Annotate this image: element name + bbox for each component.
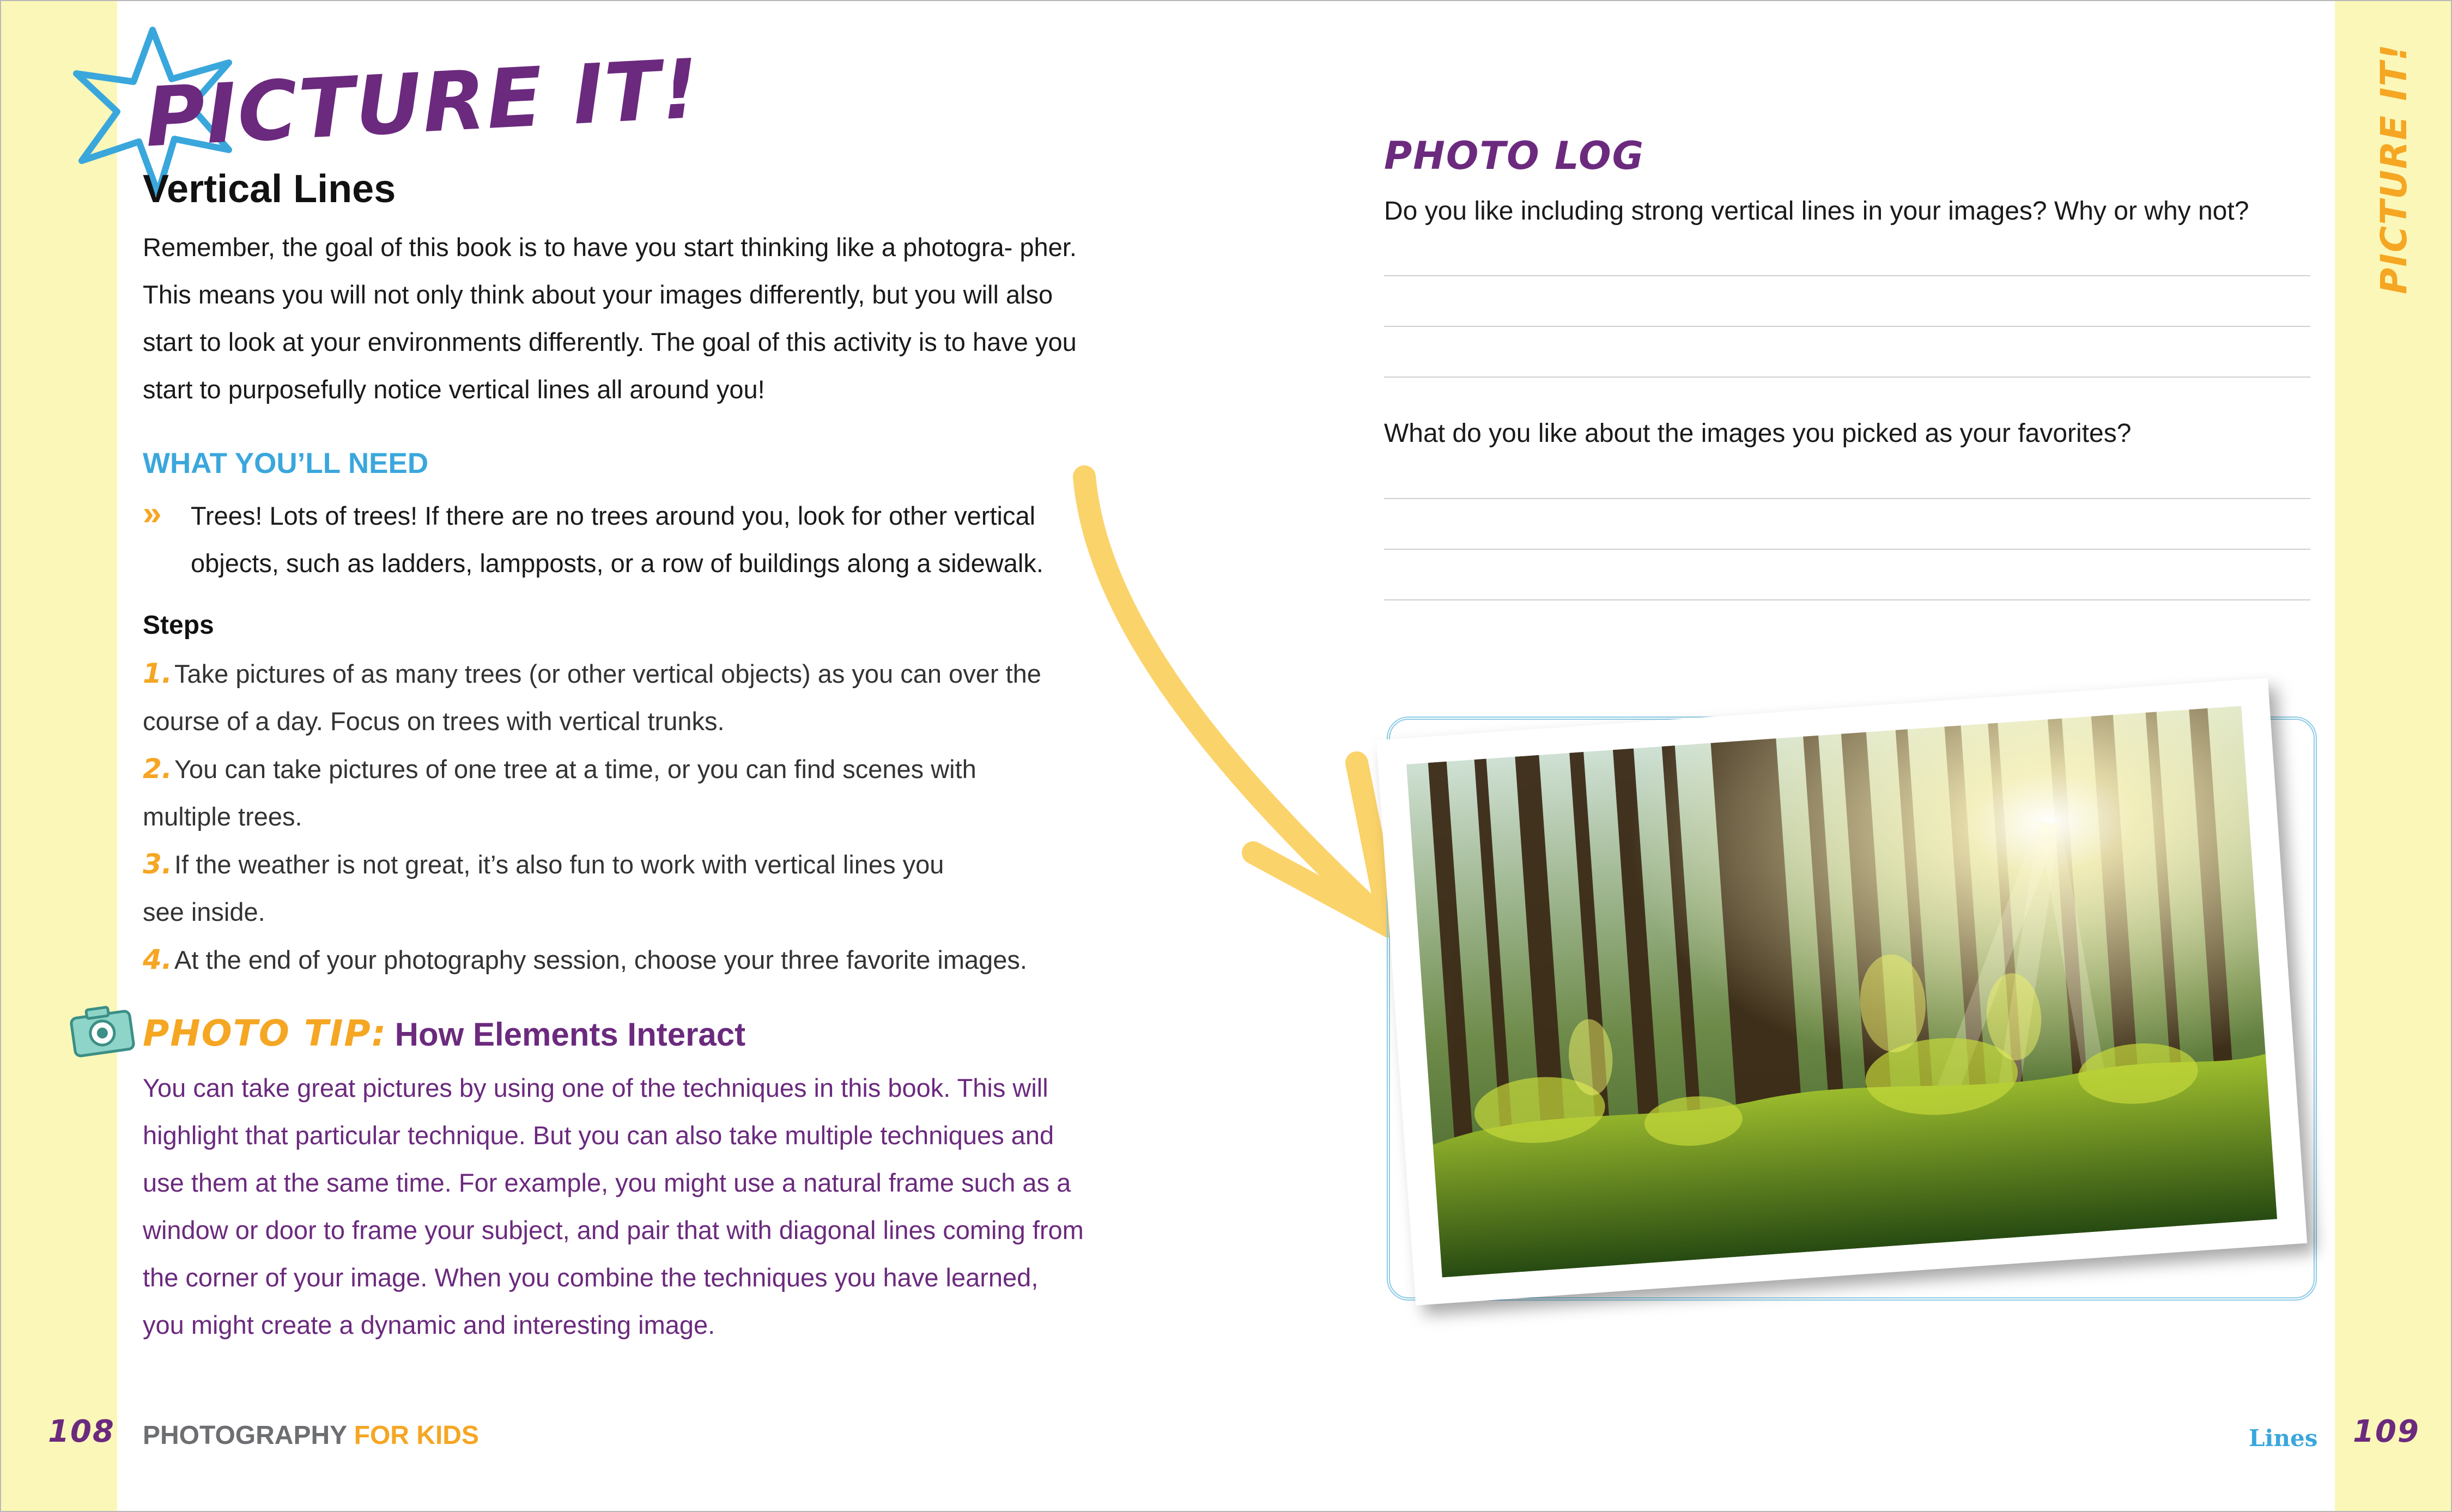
forest-scene [1406,706,2277,1278]
answer-line-1[interactable] [1384,275,2310,276]
question-2: What do you like about the images you picked as your favorites? [1384,419,2132,448]
footer-title-part-a: PHOTOGRAPHY [143,1421,347,1450]
step-number: 1. [143,658,172,689]
step-number: 2. [143,753,172,785]
need-heading: WHAT YOU’LL NEED [143,447,429,479]
answer-line-2[interactable] [1384,326,2310,327]
photo-tip-heading [143,1012,745,1054]
side-tab-label: PICTURE IT! [2373,43,2415,294]
step-number: 3. [143,848,172,880]
need-bullet-icon: » [143,495,162,532]
tip-title: How Elements Interact [394,1016,746,1053]
step-text: Take pictures of as many trees (or other vertical objects) as you can over the course of a day. Focus on trees with vertical trunks. [143,659,1041,736]
step-number: 4. [143,944,172,975]
camera-icon [68,1001,136,1059]
footer-title-part-b: FOR KIDS [354,1421,479,1450]
page-number-left: 108 [48,1414,115,1449]
page-heading: Vertical Lines [143,167,396,211]
steps-heading: Steps [143,611,214,640]
page-number-right: 109 [2353,1414,2420,1449]
banner-title: PICTURE IT! [143,41,702,166]
step-4 [143,936,1113,983]
need-item: Trees! Lots of trees! If there are no trees around you, look for other vertical objects, such as ladders, lampposts, or a row of buildings along a sidewalk. [191,501,1043,578]
tip-label: PHOTO TIP: [143,1012,387,1054]
step-text: If the weather is not great, it’s also fun to work with vertical lines you see inside. [143,850,944,926]
answer-line-3[interactable] [1384,377,2310,378]
tip-paragraph: You can take great pictures by using one of the techniques in this book. This will highlight that particular technique. But you can also take multiple techniques and use them at the same time. For example, you might use a natural frame such as a window or door to frame your subject, and pair that with diagonal lines coming from the corner of your image. When you combine the techniques you have learned, you might create a dynamic and interesting image. [143,1073,1084,1339]
step-text: At the end of your photography session, choose your three favorite images. [174,945,1027,974]
intro-paragraph: Remember, the goal of this book is to have you start thinking like a photogra- pher. This means you will not only think about your images differently, but you will also start to look at your environments differently. The goal of this activity is to have you start to purposefully notice vertical lines all around you! [143,233,1077,404]
answer-line-4[interactable] [1384,498,2310,499]
forest-photo [1376,678,2308,1305]
step-text: You can take pictures of one tree at a time, or you can find scenes with multiple trees. [143,755,976,831]
footer-book-title [143,1420,479,1450]
answer-line-6[interactable] [1384,599,2310,600]
step-1 [143,650,1085,745]
question-1: Do you like including strong vertical lines in your images? Why or why not? [1384,197,2249,226]
step-2 [143,745,1015,840]
footer-section-label: Lines [2249,1425,2318,1452]
step-3 [143,841,949,936]
answer-line-5[interactable] [1384,549,2310,550]
photo-log-heading: PHOTO LOG [1384,133,1645,178]
